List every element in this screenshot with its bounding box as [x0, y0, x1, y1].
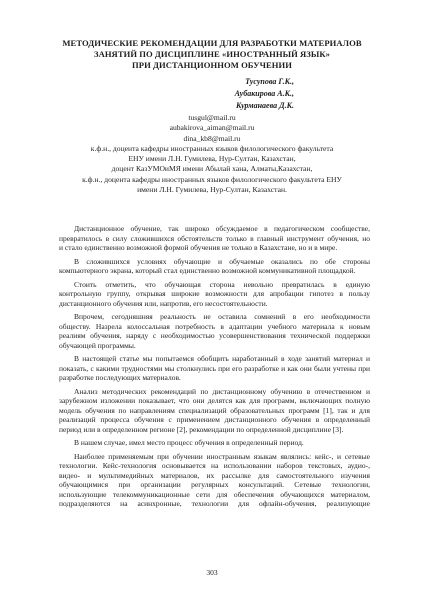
body-paragraph	[59, 257, 370, 276]
text-line: компьютерного экрана, который стал единственно возможной коммуникативной площадкой.	[59, 266, 356, 275]
text-line: показать, с какими трудностями мы столкнулись при его разработке и как они были учтены при	[59, 363, 370, 373]
text-line: реализаций процесса обучения с применением дистанционного обучения в определенный	[59, 415, 370, 424]
text-line: Дистанционное обучение, так широко обсуждаемое в педагогическом сообществе,	[74, 224, 370, 233]
text-line: использующие телекоммуникационные сети для обеспечения обучающихся материалом,	[59, 489, 370, 499]
text-line: и стало единственно возможной формой обучения не только в Казахстане, но и в мире.	[59, 243, 338, 252]
text-line: В нашем случае, имел место процесс обучения в определенный период.	[74, 438, 304, 447]
text-line: контрольную группу, открывая широкие возможности для апробации гипотез в пользу	[59, 289, 370, 298]
text-line: обществу. Назрела колоссальная потребность в адаптации учебного материала к новым	[59, 321, 370, 331]
page-number: 303	[206, 568, 218, 577]
body-paragraph	[59, 224, 370, 253]
title-line: МЕТОДИЧЕСКИЕ РЕКОМЕНДАЦИИ ДЛЯ РАЗРАБОТКИ МАТЕРИАЛОВ	[62, 38, 362, 48]
author-name: Курманаева Д.К.	[235, 101, 294, 110]
body-paragraph	[59, 312, 370, 350]
text-line: обучающимися при организации регулярных консультаций. Сетевые технологии,	[59, 480, 370, 489]
body-paragraph	[59, 280, 370, 309]
author-email: tusgul@mail.ru	[188, 113, 236, 122]
body-paragraph	[59, 452, 370, 509]
author-email: aubakirova_aiman@mail.ru	[169, 123, 255, 133]
text-line: зарубежном изложении показывает, что они делятся как для программ, включающих полную	[59, 396, 370, 405]
body-paragraph	[59, 354, 370, 383]
article-title	[40, 38, 384, 71]
affiliation-line: к.ф.н., доцента кафедры иностранных языков филологического факультета	[90, 143, 334, 153]
text-line: подразделяются на асинхронные, технологии для офлайн-обучения, реализующие	[59, 499, 370, 508]
author-name: Тусупова Г.К.,	[245, 77, 294, 86]
text-line: видео- и мультимедийных материалов, их рассылке для самостоятельного изучения	[59, 470, 370, 480]
text-line: реалиям обучения, наряду с необходимостью усовершенствования технической поддержки	[59, 331, 370, 340]
text-line: обучающей программы.	[59, 340, 136, 350]
affiliation-line: к.ф.н., доцента кафедры иностранных языков филологического факультета ЕНУ	[82, 174, 342, 184]
text-line: В сложившихся условиях обучающие и обучаемые оказались по обе стороны	[74, 256, 370, 266]
body-paragraph	[59, 438, 370, 448]
affiliation-line: ЕНУ имени Л.Н. Гумилева, Нур-Султан, Казахстан,	[128, 154, 296, 164]
text-line: превратилось в силу сложившихся обстоятельств только в главный инструмент обучения, но	[59, 233, 370, 243]
affiliation-line: доцент КазУМОиМЯ имени Абылай хана, Алматы,Казахстан,	[111, 164, 313, 174]
article-body	[59, 224, 370, 513]
text-line: Стоить отметить, что обучающая сторона невольно превратилась в единую	[74, 279, 370, 289]
text-line: дистанционного обучения или, напротив, его несостоятельности.	[59, 298, 268, 308]
author-name: Аубакирова А.К.,	[234, 89, 294, 98]
text-line: разработке последующих материалов.	[59, 373, 181, 382]
text-line: модель обучения по направлениям специализаций образовательных программ [1], так и для	[59, 405, 370, 415]
body-paragraph	[59, 387, 370, 435]
affiliation-block	[40, 113, 384, 195]
text-line: В настоящей статье мы попытаемся обобщить наработанный в ходе занятий материал и	[74, 354, 370, 363]
affiliation-line: имени Л.Н. Гумилева, Нур-Султан, Казахстан.	[137, 185, 287, 195]
text-line: Наиболее применяемым при обучении иностранным языкам являлись: кейс-, и сетевые	[74, 451, 370, 461]
author-list	[130, 76, 294, 112]
author-email: dina_kb8@mail.ru	[183, 133, 241, 143]
title-line: ЗАНЯТИЙ ПО ДИСЦИПЛИНЕ «ИНОСТРАННЫЙ ЯЗЫК»	[93, 49, 330, 59]
title-line: ПРИ ДИСТАНЦИОННОМ ОБУЧЕНИИ	[132, 60, 292, 70]
text-line: Анализ методических рекомендаций по дистанционному обучению в отечественном и	[74, 386, 370, 396]
text-line: Впрочем, сегодняшняя реальность не оставила сомнений в его необходимости	[74, 312, 370, 321]
text-line: технологии. Кейс-технология основывается на использовании наборов текстовых, аудио-,	[59, 461, 370, 470]
text-line: период или в определенном регионе [2], рекомендации по определенной дисциплине [3].	[59, 424, 344, 434]
